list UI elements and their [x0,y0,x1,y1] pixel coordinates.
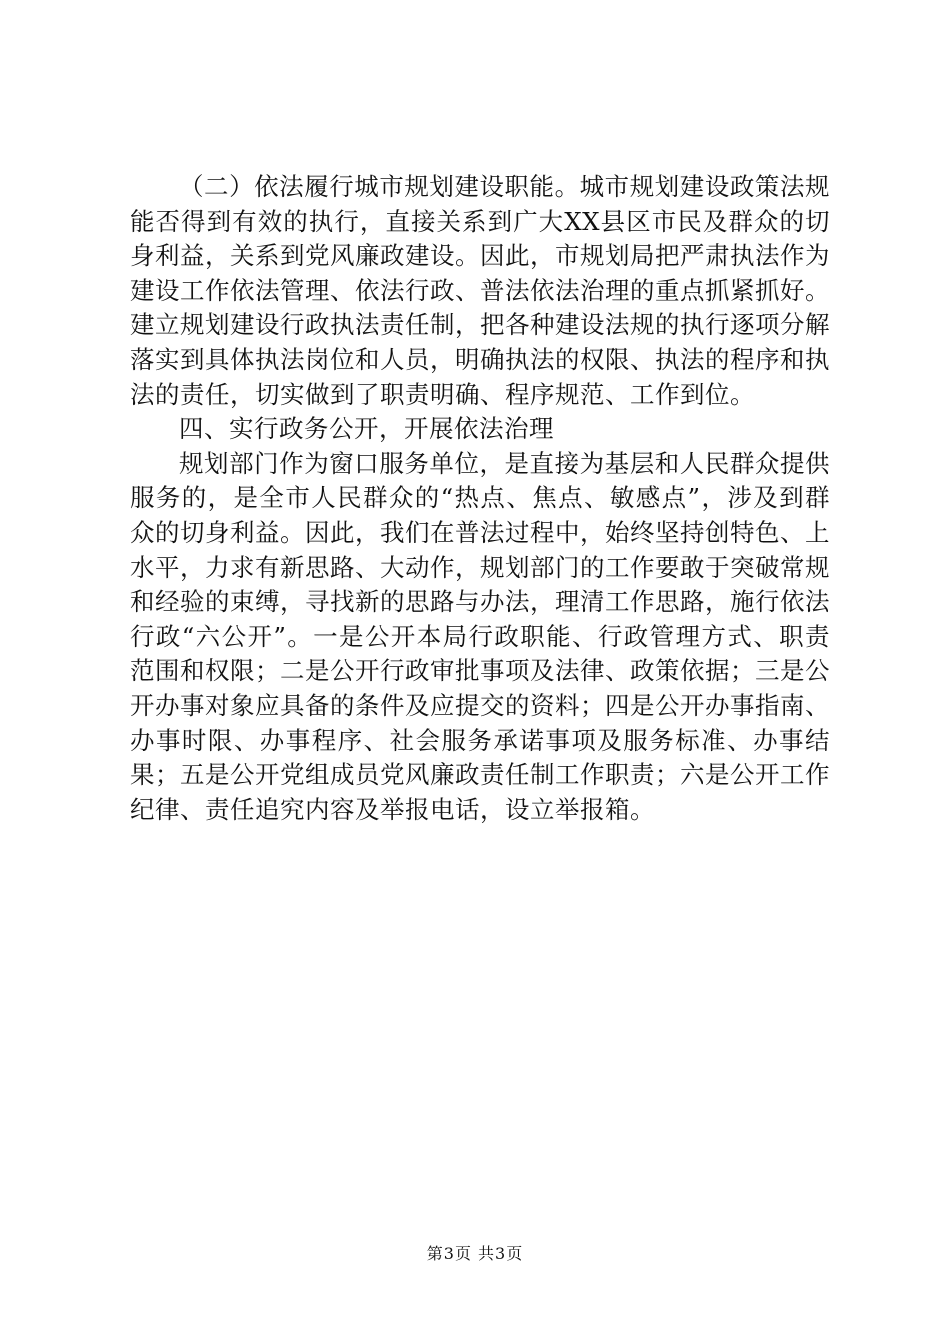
page-number-footer: 第3页 共3页 [426,1244,524,1263]
paragraph-legal-duties: （二）依法履行城市规划建设职能。城市规划建设政策法规能否得到有效的执行，直接关系到广大XX县区市民及群众的切身利益，关系到党风廉政建设。因此，市规划局把严肃执法作为建设工作依法管理、依法行政、普法依法治理的重点抓紧抓好。建立规划建设行政执法责任制，把各种建设法规的执行逐项分解落实到具体执法岗位和人员，明确执法的权限、执法的程序和执法的责任，切实做到了职责明确、程序规范、工作到位。 [130,172,830,409]
paragraph-government-affairs: 规划部门作为窗口服务单位，是直接为基层和人民群众提供服务的，是全市人民群众的“热点、焦点、敏感点”，涉及到群众的切身利益。因此，我们在普法过程中，始终坚持创特色、上水平，力求有新思路、大动作，规划部门的工作要敢于突破常规和经验的束缚，寻找新的思路与办法，理清工作思路，施行依法行政“六公开”。一是公开本局行政职能、行政管理方式、职责范围和权限；二是公开行政审批事项及法律、政策依据；三是公开办事对象应具备的条件及应提交的资料；四是公开办事指南、办事时限、办事程序、社会服务承诺事项及服务标准、办事结果；五是公开党组成员党风廉政责任制工作职责；六是公开工作纪律、责任追究内容及举报电话，设立举报箱。 [130,448,830,824]
document-body [130,170,830,827]
section-heading-four: 四、实行政务公开，开展依法治理 [179,414,554,444]
